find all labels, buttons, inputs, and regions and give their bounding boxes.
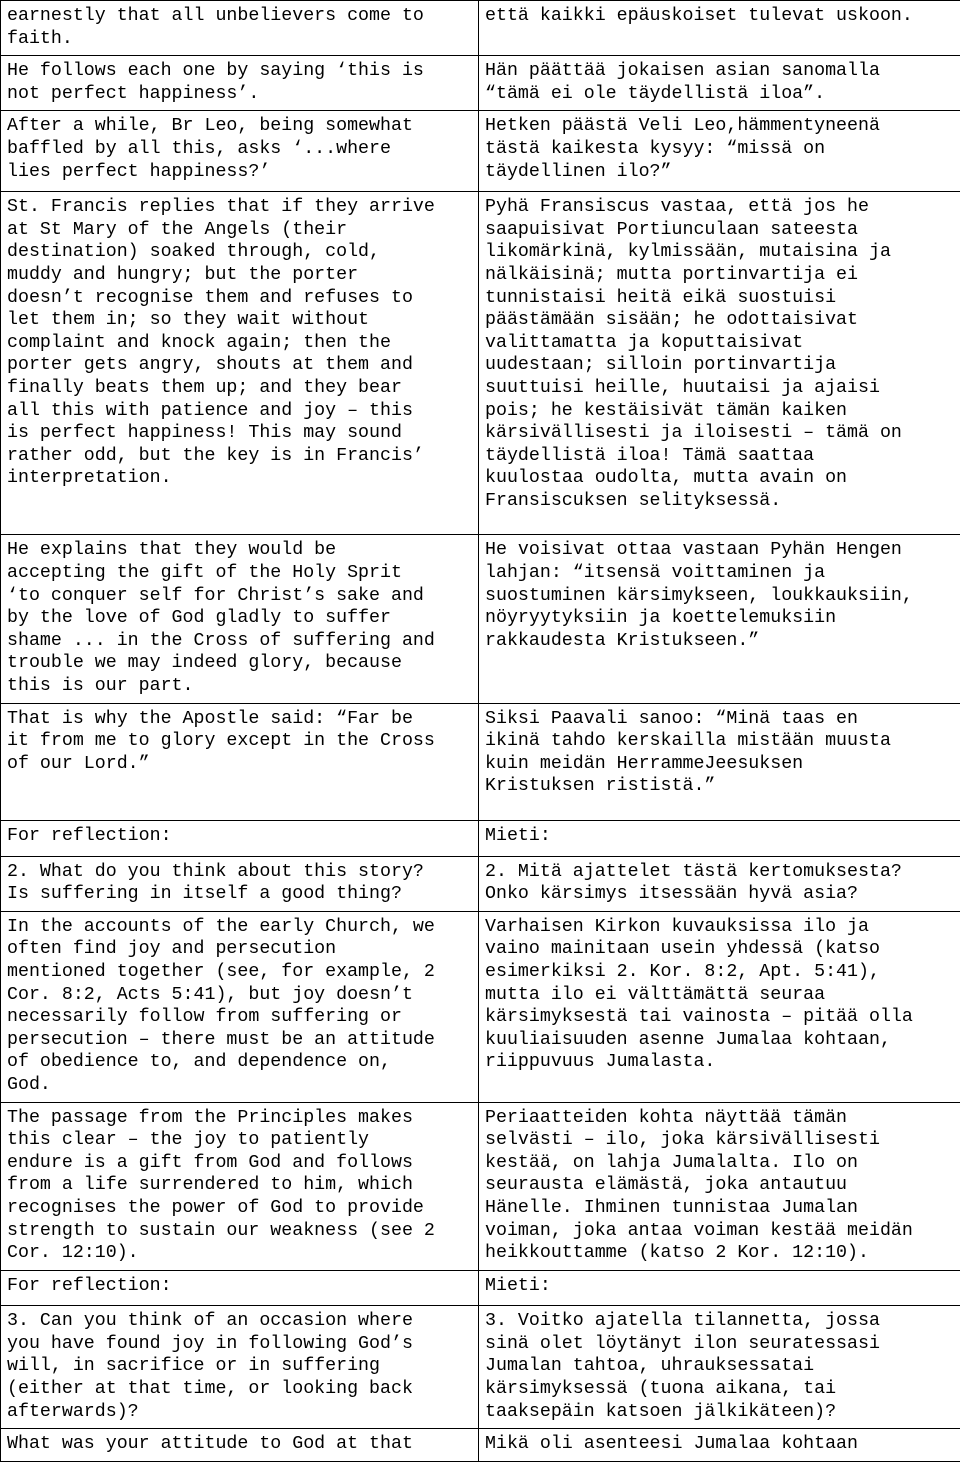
question-row <box>1 856 960 911</box>
english-cell: After a while, Br Leo, being somewhat baffled by all this, asks ‘...where lies perfect happiness?’ <box>1 111 479 192</box>
table-row <box>1 1429 960 1462</box>
finnish-cell: että kaikki epäuskoiset tulevat uskoon. <box>479 1 960 56</box>
english-cell: The passage from the Principles makes this clear – the joy to patiently endure is a gift from God and follows from a life surrendered to him, which recognises the power of God to provide strength to sustain our weakness (see 2 Cor. 12:10). <box>1 1102 479 1270</box>
question-row <box>1 1306 960 1429</box>
reflection-heading-en: For reflection: <box>1 821 479 857</box>
english-cell: St. Francis replies that if they arrive at St Mary of the Angels (their destination) soaked through, cold, muddy and hungry; but the porter doesn’t recognise them and refuses to let them in; so they wait without complaint and knock again; then the porter gets angry, shouts at them and finally beats them up; and they bear all this with patience and joy – this is perfect happiness! This may sound rather odd, but the key is in Francis’ interpretation. <box>1 192 479 535</box>
reflection-heading-fi: Mieti: <box>479 821 960 857</box>
question-en: 3. Can you think of an occasion where you have found joy in following God’s will, in sacrifice or in suffering (either at that time, or looking back afterwards)? <box>1 1306 479 1429</box>
table-row <box>1 111 960 192</box>
question-en: 2. What do you think about this story? Is suffering in itself a good thing? <box>1 856 479 911</box>
finnish-cell: He voisivat ottaa vastaan Pyhän Hengen lahjan: “itsensä voittaminen ja suostuminen kärsimykseen, loukkauksiin, nöyryytyksiin ja koettelemuksiin rakkaudesta Kristukseen.” <box>479 535 960 703</box>
finnish-cell: Siksi Paavali sanoo: “Minä taas en ikinä tahdo kerskailla mistään muusta kuin meidän HerrammeJeesuksen Kristuksen rististä.” <box>479 703 960 820</box>
table-row <box>1 1 960 56</box>
reflection-heading-row <box>1 821 960 857</box>
question-fi: 3. Voitko ajatella tilannetta, jossa sinä olet löytänyt ilon seuratessasi Jumalan tahtoa, uhrauksessatai kärsimyksessä (tuona aikana, tai taaksepäin katsoen jälkikäteen)? <box>479 1306 960 1429</box>
table-row <box>1 192 960 535</box>
table-row <box>1 1102 960 1270</box>
finnish-cell: Hetken päästä Veli Leo,hämmentyneenä tästä kaikesta kysyy: “missä on täydellinen ilo?” <box>479 111 960 192</box>
reflection-heading-row <box>1 1270 960 1306</box>
reflection-heading-en: For reflection: <box>1 1270 479 1306</box>
finnish-cell: Hän päättää jokaisen asian sanomalla “tämä ei ole täydellistä iloa”. <box>479 56 960 111</box>
table-row <box>1 703 960 820</box>
finnish-cell: Pyhä Fransiscus vastaa, että jos he saapuisivat Portiunculaan sateesta likomärkinä, kylmissään, mutaisina ja nälkäisinä; mutta portinvartija ei tunnistaisi heitä eikä suostuisi päästämään sisään; he odottaisivat valittamatta ja koputtaisivat uudestaan; silloin portinvartija suuttuisi heille, huutaisi ja ajaisi pois; he kestäisivät tämän kaiken kärsivällisesti ja iloisesti – tämä on täydellistä iloa! Tämä saattaa kuulostaa oudolta, mutta avain on Fransiscuksen selityksessä. <box>479 192 960 535</box>
english-cell: What was your attitude to God at that <box>1 1429 479 1462</box>
english-cell: earnestly that all unbelievers come to faith. <box>1 1 479 56</box>
english-cell: That is why the Apostle said: “Far be it from me to glory except in the Cross of our Lord.” <box>1 703 479 820</box>
english-cell: He explains that they would be accepting the gift of the Holy Sprit ‘to conquer self for Christ’s sake and by the love of God gladly to suffer shame ... in the Cross of suffering and trouble we may indeed glory, because this is our part. <box>1 535 479 703</box>
finnish-cell: Periaatteiden kohta näyttää tämän selvästi – ilo, joka kärsivällisesti kestää, on lahja Jumalalta. Ilo on seurausta elämästä, joka antautuu Hänelle. Ihminen tunnistaa Jumalan voiman, joka antaa voiman kestää meidän heikkouttamme (katso 2 Kor. 12:10). <box>479 1102 960 1270</box>
table-row <box>1 535 960 703</box>
table-row <box>1 911 960 1102</box>
english-cell: In the accounts of the early Church, we often find joy and persecution mentioned together (see, for example, 2 Cor. 8:2, Acts 5:41), but joy doesn’t necessarily follow from suffering or persecution – there must be an attitude of obedience to, and dependence on, God. <box>1 911 479 1102</box>
table-row <box>1 56 960 111</box>
reflection-heading-fi: Mieti: <box>479 1270 960 1306</box>
finnish-cell: Mikä oli asenteesi Jumalaa kohtaan <box>479 1429 960 1462</box>
question-fi: 2. Mitä ajattelet tästä kertomuksesta? Onko kärsimys itsessään hyvä asia? <box>479 856 960 911</box>
english-cell: He follows each one by saying ‘this is not perfect happiness’. <box>1 56 479 111</box>
finnish-cell: Varhaisen Kirkon kuvauksissa ilo ja vaino mainitaan usein yhdessä (katso esimerkiksi 2. Kor. 8:2, Apt. 5:41), mutta ilo ei välttämättä seuraa kärsimyksestä tai vainosta – pitää olla kuuliaisuuden asenne Jumalaa kohtaan, riippuvuus Jumalasta. <box>479 911 960 1102</box>
